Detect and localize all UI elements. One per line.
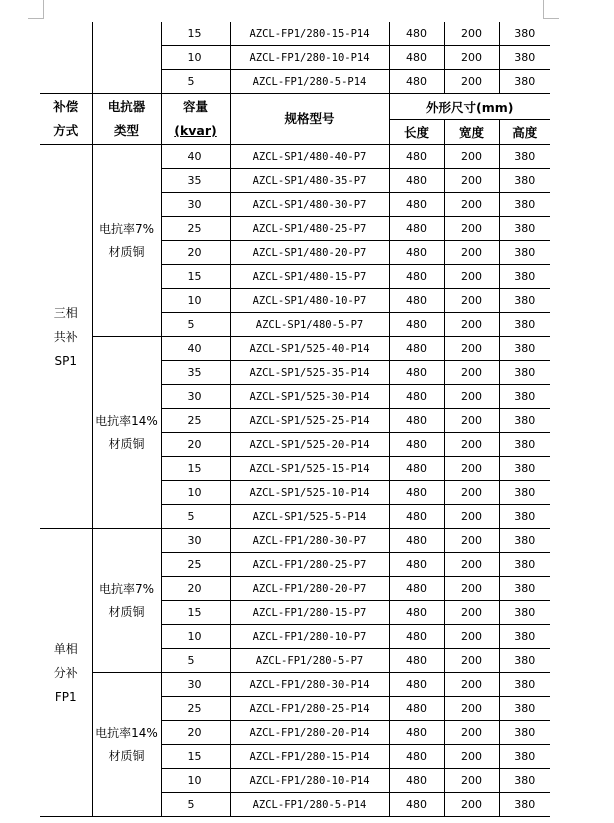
height-cell: 380	[499, 433, 550, 457]
width-cell: 200	[444, 457, 499, 481]
capacity-cell: 15	[161, 601, 230, 625]
header-length: 长度	[389, 120, 444, 145]
width-cell: 200	[444, 265, 499, 289]
capacity-cell: 10	[161, 289, 230, 313]
height-cell: 380	[499, 673, 550, 697]
length-cell: 480	[389, 769, 444, 793]
length-cell: 480	[389, 337, 444, 361]
model-cell: AZCL-FP1/280-10-P7	[230, 625, 389, 649]
height-cell: 380	[499, 529, 550, 553]
model-cell: AZCL-FP1/280-15-P14	[230, 745, 389, 769]
width-cell: 200	[444, 46, 499, 70]
capacity-cell: 20	[161, 721, 230, 745]
model-cell: AZCL-SP1/480-35-P7	[230, 169, 389, 193]
width-cell: 200	[444, 361, 499, 385]
capacity-cell: 25	[161, 217, 230, 241]
length-cell: 480	[389, 481, 444, 505]
width-cell: 200	[444, 193, 499, 217]
capacity-cell: 25	[161, 697, 230, 721]
capacity-cell: 30	[161, 385, 230, 409]
model-cell: AZCL-SP1/480-25-P7	[230, 217, 389, 241]
header-width: 宽度	[444, 120, 499, 145]
reactor-type-cell-line: 电抗率7%	[98, 581, 155, 596]
length-cell: 480	[389, 46, 444, 70]
model-cell: AZCL-FP1/280-30-P7	[230, 529, 389, 553]
width-cell: 200	[444, 313, 499, 337]
capacity-cell: 20	[161, 433, 230, 457]
header-capacity-line: (kvar)	[174, 123, 217, 138]
width-cell: 200	[444, 793, 499, 817]
height-cell: 380	[499, 769, 550, 793]
model-cell: AZCL-FP1/280-15-P14	[230, 22, 389, 46]
length-cell: 480	[389, 793, 444, 817]
height-cell: 380	[499, 481, 550, 505]
height-cell: 380	[499, 145, 550, 169]
model-cell: AZCL-FP1/280-25-P14	[230, 697, 389, 721]
model-cell: AZCL-SP1/525-15-P14	[230, 457, 389, 481]
method-cell-continued	[40, 22, 92, 94]
height-cell: 380	[499, 553, 550, 577]
capacity-cell: 10	[161, 625, 230, 649]
capacity-cell: 10	[161, 481, 230, 505]
reactor-type-cell	[92, 145, 161, 337]
length-cell: 480	[389, 457, 444, 481]
height-cell: 380	[499, 385, 550, 409]
length-cell: 480	[389, 409, 444, 433]
width-cell: 200	[444, 529, 499, 553]
length-cell: 480	[389, 721, 444, 745]
length-cell: 480	[389, 217, 444, 241]
length-cell: 480	[389, 313, 444, 337]
header-reactor-type	[92, 94, 161, 145]
capacity-cell: 10	[161, 769, 230, 793]
model-cell: AZCL-SP1/525-40-P14	[230, 337, 389, 361]
method-cell-line: FP1	[54, 689, 77, 704]
capacity-cell: 15	[161, 265, 230, 289]
height-cell: 380	[499, 289, 550, 313]
capacity-cell: 5	[161, 70, 230, 94]
width-cell: 200	[444, 553, 499, 577]
reactor-type-cell-continued	[92, 22, 161, 94]
length-cell: 480	[389, 625, 444, 649]
width-cell: 200	[444, 745, 499, 769]
height-cell: 380	[499, 169, 550, 193]
width-cell: 200	[444, 169, 499, 193]
page-corner-mark-left-v	[43, 0, 44, 18]
model-cell: AZCL-SP1/480-20-P7	[230, 241, 389, 265]
length-cell: 480	[389, 433, 444, 457]
width-cell: 200	[444, 697, 499, 721]
reactor-spec-table	[40, 22, 550, 817]
header-method-line: 方式	[53, 123, 79, 138]
length-cell: 480	[389, 601, 444, 625]
header-method	[40, 94, 92, 145]
capacity-cell: 5	[161, 649, 230, 673]
model-cell: AZCL-FP1/280-15-P7	[230, 601, 389, 625]
width-cell: 200	[444, 145, 499, 169]
length-cell: 480	[389, 361, 444, 385]
height-cell: 380	[499, 601, 550, 625]
capacity-cell: 20	[161, 241, 230, 265]
reactor-type-cell-line: 材质铜	[108, 748, 145, 763]
height-cell: 380	[499, 721, 550, 745]
reactor-type-cell-line: 材质铜	[108, 604, 145, 619]
height-cell: 380	[499, 409, 550, 433]
capacity-cell: 15	[161, 457, 230, 481]
height-cell: 380	[499, 625, 550, 649]
model-cell: AZCL-SP1/480-10-P7	[230, 289, 389, 313]
capacity-cell: 20	[161, 577, 230, 601]
width-cell: 200	[444, 385, 499, 409]
length-cell: 480	[389, 241, 444, 265]
header-dimensions: 外形尺寸(mm)	[389, 94, 550, 120]
header-reactor-type-line: 类型	[113, 123, 139, 138]
width-cell: 200	[444, 673, 499, 697]
capacity-cell: 5	[161, 793, 230, 817]
height-cell: 380	[499, 793, 550, 817]
capacity-cell: 5	[161, 505, 230, 529]
width-cell: 200	[444, 433, 499, 457]
capacity-cell: 40	[161, 145, 230, 169]
model-cell: AZCL-FP1/280-5-P14	[230, 70, 389, 94]
height-cell: 380	[499, 22, 550, 46]
width-cell: 200	[444, 409, 499, 433]
width-cell: 200	[444, 70, 499, 94]
page-corner-mark-right-v	[543, 0, 544, 18]
height-cell: 380	[499, 697, 550, 721]
method-cell	[40, 145, 92, 529]
length-cell: 480	[389, 697, 444, 721]
model-cell: AZCL-SP1/480-30-P7	[230, 193, 389, 217]
length-cell: 480	[389, 193, 444, 217]
height-cell: 380	[499, 265, 550, 289]
reactor-type-cell	[92, 529, 161, 673]
reactor-type-cell-line: 材质铜	[108, 244, 145, 259]
header-row	[40, 94, 550, 120]
table-row	[40, 22, 550, 46]
length-cell: 480	[389, 553, 444, 577]
model-cell: AZCL-SP1/525-5-P14	[230, 505, 389, 529]
reactor-type-cell-line: 材质铜	[108, 436, 145, 451]
width-cell: 200	[444, 241, 499, 265]
height-cell: 380	[499, 505, 550, 529]
page-corner-mark-right-h	[543, 18, 559, 19]
height-cell: 380	[499, 649, 550, 673]
height-cell: 380	[499, 745, 550, 769]
capacity-cell: 35	[161, 169, 230, 193]
length-cell: 480	[389, 169, 444, 193]
length-cell: 480	[389, 145, 444, 169]
model-cell: AZCL-FP1/280-20-P7	[230, 577, 389, 601]
table-row	[40, 337, 550, 361]
width-cell: 200	[444, 769, 499, 793]
page-corner-mark-left-h	[28, 18, 44, 19]
height-cell: 380	[499, 577, 550, 601]
width-cell: 200	[444, 481, 499, 505]
capacity-cell: 5	[161, 313, 230, 337]
reactor-type-cell-line: 电抗率7%	[98, 221, 155, 236]
length-cell: 480	[389, 649, 444, 673]
length-cell: 480	[389, 673, 444, 697]
width-cell: 200	[444, 649, 499, 673]
width-cell: 200	[444, 217, 499, 241]
height-cell: 380	[499, 70, 550, 94]
model-cell: AZCL-FP1/280-5-P7	[230, 649, 389, 673]
model-cell: AZCL-SP1/525-10-P14	[230, 481, 389, 505]
header-method-line: 补偿	[53, 99, 79, 114]
height-cell: 380	[499, 337, 550, 361]
height-cell: 380	[499, 457, 550, 481]
header-capacity	[161, 94, 230, 145]
header-model: 规格型号	[230, 94, 389, 145]
method-cell-line: 共补	[53, 329, 78, 344]
model-cell: AZCL-FP1/280-25-P7	[230, 553, 389, 577]
capacity-cell: 40	[161, 337, 230, 361]
capacity-cell: 25	[161, 409, 230, 433]
width-cell: 200	[444, 625, 499, 649]
capacity-cell: 15	[161, 22, 230, 46]
model-cell: AZCL-FP1/280-10-P14	[230, 46, 389, 70]
reactor-type-cell	[92, 337, 161, 529]
length-cell: 480	[389, 265, 444, 289]
model-cell: AZCL-SP1/480-40-P7	[230, 145, 389, 169]
length-cell: 480	[389, 70, 444, 94]
width-cell: 200	[444, 505, 499, 529]
table-row	[40, 145, 550, 169]
width-cell: 200	[444, 601, 499, 625]
capacity-cell: 10	[161, 46, 230, 70]
method-cell-line: 单相	[53, 641, 78, 656]
length-cell: 480	[389, 385, 444, 409]
width-cell: 200	[444, 337, 499, 361]
length-cell: 480	[389, 577, 444, 601]
width-cell: 200	[444, 721, 499, 745]
model-cell: AZCL-FP1/280-10-P14	[230, 769, 389, 793]
model-cell: AZCL-SP1/480-5-P7	[230, 313, 389, 337]
capacity-cell: 35	[161, 361, 230, 385]
height-cell: 380	[499, 193, 550, 217]
capacity-cell: 30	[161, 529, 230, 553]
height-cell: 380	[499, 46, 550, 70]
model-cell: AZCL-FP1/280-5-P14	[230, 793, 389, 817]
model-cell: AZCL-SP1/525-20-P14	[230, 433, 389, 457]
capacity-cell: 30	[161, 673, 230, 697]
reactor-type-cell	[92, 673, 161, 817]
model-cell: AZCL-SP1/525-30-P14	[230, 385, 389, 409]
table-row	[40, 529, 550, 553]
header-capacity-line: 容量	[182, 99, 208, 114]
reactor-type-cell-line: 电抗率14%	[95, 413, 158, 428]
capacity-cell: 30	[161, 193, 230, 217]
header-height: 高度	[499, 120, 550, 145]
capacity-cell: 15	[161, 745, 230, 769]
method-cell-line: SP1	[54, 353, 77, 368]
length-cell: 480	[389, 22, 444, 46]
table-row	[40, 673, 550, 697]
model-cell: AZCL-FP1/280-20-P14	[230, 721, 389, 745]
method-cell-line: 三相	[53, 305, 78, 320]
model-cell: AZCL-FP1/280-30-P14	[230, 673, 389, 697]
model-cell: AZCL-SP1/525-35-P14	[230, 361, 389, 385]
width-cell: 200	[444, 577, 499, 601]
reactor-type-cell-line: 电抗率14%	[95, 725, 158, 740]
model-cell: AZCL-SP1/525-25-P14	[230, 409, 389, 433]
width-cell: 200	[444, 22, 499, 46]
length-cell: 480	[389, 745, 444, 769]
capacity-cell: 25	[161, 553, 230, 577]
length-cell: 480	[389, 529, 444, 553]
model-cell: AZCL-SP1/480-15-P7	[230, 265, 389, 289]
height-cell: 380	[499, 313, 550, 337]
height-cell: 380	[499, 217, 550, 241]
header-reactor-type-line: 电抗器	[107, 99, 146, 114]
width-cell: 200	[444, 289, 499, 313]
length-cell: 480	[389, 289, 444, 313]
method-cell-line: 分补	[53, 665, 78, 680]
height-cell: 380	[499, 241, 550, 265]
method-cell	[40, 529, 92, 817]
height-cell: 380	[499, 361, 550, 385]
length-cell: 480	[389, 505, 444, 529]
